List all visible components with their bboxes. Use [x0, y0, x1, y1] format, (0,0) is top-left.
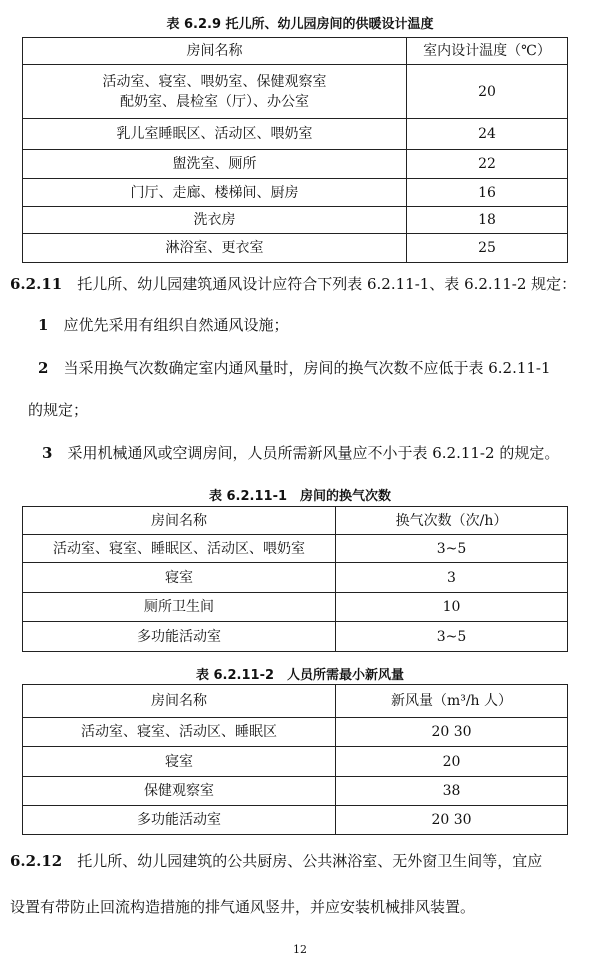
table-row — [23, 65, 407, 119]
item-number: 3 — [42, 444, 53, 462]
temperature-value: 20 — [407, 65, 568, 119]
page-number: 12 — [293, 943, 307, 956]
room-name: 厕所卫生间 — [23, 593, 336, 622]
room-name: 活动室、寝室、活动区、睡眠区 — [23, 718, 336, 747]
temperature-value: 22 — [407, 150, 568, 179]
room-name: 乳儿室睡眠区、活动区、喂奶室 — [23, 119, 407, 150]
air-change-value: 3 — [336, 563, 568, 593]
heating-temperature-table — [22, 37, 568, 263]
room-name: 寝室 — [23, 747, 336, 777]
item-text: 应优先采用有组织自然通风设施； — [63, 316, 289, 334]
room-name: 洗衣房 — [23, 207, 407, 234]
room-name: 盥洗室、厕所 — [23, 150, 407, 179]
room-name: 淋浴室、更衣室 — [23, 234, 407, 263]
item-number: 1 — [38, 316, 49, 334]
table2-caption: 表 6.2.11-1 房间的换气次数 — [208, 489, 392, 504]
header-fresh-air: 新风量（m³/h 人） — [336, 685, 568, 718]
header-air-change: 换气次数（次/h） — [336, 507, 568, 535]
air-change-value: 10 — [336, 593, 568, 622]
temperature-value: 18 — [407, 207, 568, 234]
clause-text: 托儿所、幼儿园建筑的公共厨房、公共淋浴室、无外窗卫生间等，宜应 — [77, 852, 543, 870]
room-name: 配奶室、晨检室（厅）、办公室 — [120, 93, 309, 110]
room-name: 活动室、寝室、睡眠区、活动区、喂奶室 — [23, 535, 336, 563]
fresh-air-table — [22, 684, 568, 835]
room-name: 寝室 — [23, 563, 336, 593]
table3-caption: 表 6.2.11-2 人员所需最小新风量 — [195, 668, 405, 683]
clause-6-2-11 — [10, 273, 590, 295]
fresh-air-value: 20 — [336, 747, 568, 777]
header-temperature: 室内设计温度（℃） — [407, 38, 568, 65]
clause-item-3 — [42, 442, 600, 464]
clause-text: 托儿所、幼儿园建筑通风设计应符合下列表 6.2.11-1、表 6.2.11-2 规定： — [77, 275, 577, 293]
clause-item-1 — [38, 314, 600, 336]
header-room-name: 房间名称 — [23, 38, 407, 65]
clause-6-2-12-cont: 设置有带防止回流构造措施的排气通风竖井，并应安装机械排风装置。 — [10, 898, 476, 916]
room-name: 多功能活动室 — [23, 622, 336, 652]
clause-item-2 — [38, 357, 600, 379]
room-name: 多功能活动室 — [23, 806, 336, 835]
header-room-name: 房间名称 — [23, 507, 336, 535]
air-change-value: 3~5 — [336, 535, 568, 563]
temperature-value: 16 — [407, 179, 568, 207]
item-number: 2 — [38, 359, 49, 377]
fresh-air-value: 20 30 — [336, 806, 568, 835]
clause-number: 6.2.12 — [10, 852, 63, 870]
clause-item-2-cont: 的规定； — [28, 401, 89, 419]
item-text: 当采用换气次数确定室内通风量时，房间的换气次数不应低于表 6.2.11-1 — [63, 359, 551, 377]
fresh-air-value: 20 30 — [336, 718, 568, 747]
item-text: 采用机械通风或空调房间，人员所需新风量应不小于表 6.2.11-2 的规定。 — [67, 444, 560, 462]
room-name: 保健观察室 — [23, 777, 336, 806]
room-name: 门厅、走廊、楼梯间、厨房 — [23, 179, 407, 207]
clause-6-2-12 — [10, 850, 590, 872]
table1-caption: 表 6.2.9 托儿所、幼儿园房间的供暖设计温度 — [166, 17, 434, 32]
header-room-name: 房间名称 — [23, 685, 336, 718]
temperature-value: 24 — [407, 119, 568, 150]
room-name: 活动室、寝室、喂奶室、保健观察室 — [102, 73, 327, 90]
air-change-value: 3~5 — [336, 622, 568, 652]
fresh-air-value: 38 — [336, 777, 568, 806]
clause-number: 6.2.11 — [10, 275, 63, 293]
temperature-value: 25 — [407, 234, 568, 263]
air-change-table — [22, 506, 568, 652]
